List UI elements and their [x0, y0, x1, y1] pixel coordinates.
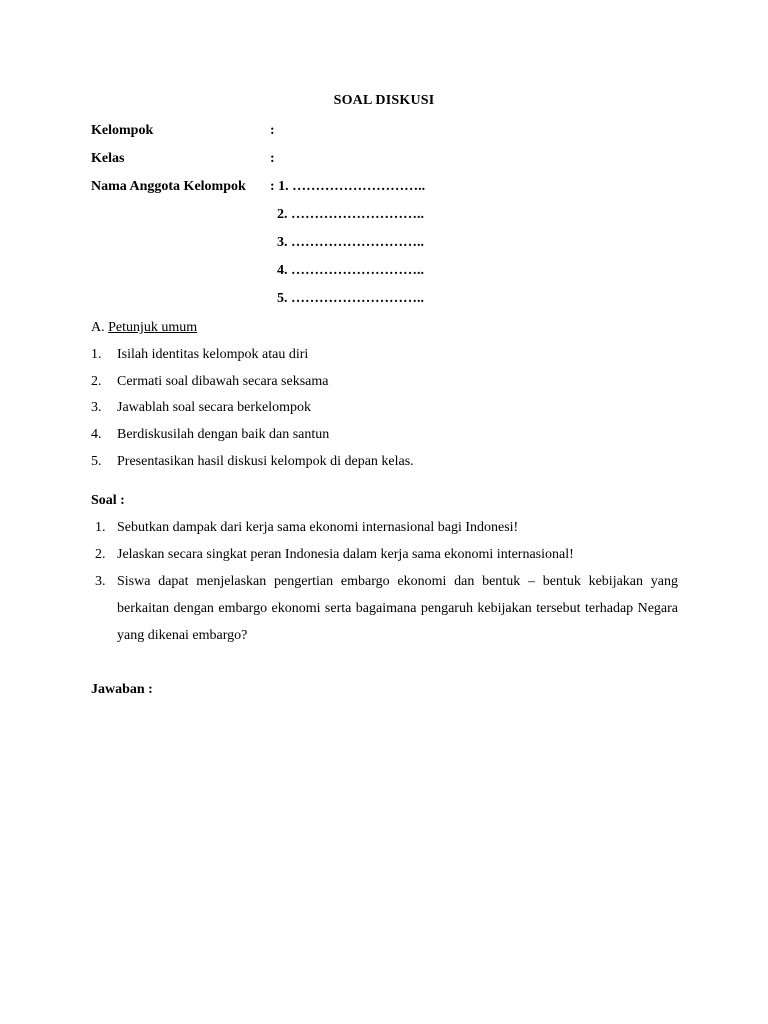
question-num: 1. [95, 520, 106, 535]
instruction-text: Presentasikan hasil diskusi kelompok di depan kelas. [117, 454, 414, 469]
instruction-text: Jawablah soal secara berkelompok [117, 400, 311, 415]
page-title: SOAL DISKUSI [333, 93, 435, 108]
instruction-num: 4. [91, 427, 102, 442]
kelompok-colon: : [270, 123, 275, 138]
member-5: 5. ……………………….. [277, 291, 424, 306]
instruction-text: Berdiskusilah dengan baik dan santun [117, 427, 330, 442]
member-4: 4. ……………………….. [277, 263, 424, 278]
jawaban-heading: Jawaban : [91, 682, 153, 697]
member-line [270, 179, 425, 195]
soal-heading: Soal : [91, 493, 125, 508]
instruction-num: 3. [91, 400, 102, 415]
instruction-text: Cermati soal dibawah secara seksama [117, 374, 329, 389]
section-a-title: Petunjuk umum [108, 320, 198, 335]
kelompok-label: Kelompok [91, 123, 154, 138]
kelas-colon: : [270, 151, 275, 166]
anggota-colon: : [270, 179, 279, 194]
instruction-num: 5. [91, 454, 102, 469]
question-text: Siswa dapat menjelaskan pengertian embargo ekonomi dan bentuk – bentuk kebijakan yang berkaitan dengan embargo ekonomi serta bagaimana pengaruh kebijakan tersebut terhadap Negara yang dikenai embargo? [117, 574, 678, 643]
question-num: 3. [95, 574, 106, 589]
member-1: 1. ……………………….. [278, 179, 426, 194]
question-text: Jelaskan secara singkat peran Indonesia dalam kerja sama ekonomi internasional! [117, 547, 574, 562]
member-3: 3. ……………………….. [277, 235, 424, 250]
section-a-prefix: A. [91, 320, 109, 335]
kelas-label: Kelas [91, 151, 125, 166]
member-2: 2. ……………………….. [277, 207, 424, 222]
question-num: 2. [95, 547, 106, 562]
instruction-num: 1. [91, 347, 102, 362]
anggota-label: Nama Anggota Kelompok [91, 179, 246, 194]
section-a-heading [91, 320, 197, 336]
instruction-num: 2. [91, 374, 102, 389]
instruction-text: Isilah identitas kelompok atau diri [117, 347, 309, 362]
question-text: Sebutkan dampak dari kerja sama ekonomi internasional bagi Indonesi! [117, 520, 519, 535]
